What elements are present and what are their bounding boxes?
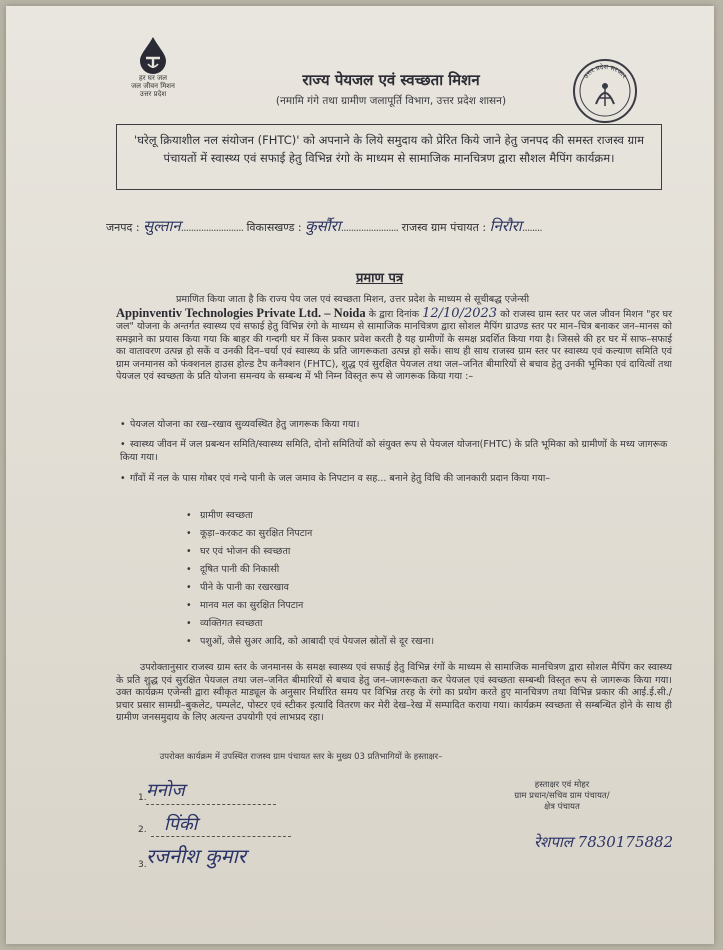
bullet-item: • पेयजल योजना का रख–रखाव सुव्यवस्थित हेतु जागरूक किया गया। — [120, 419, 360, 430]
participant-signature: पिंकी — [164, 814, 198, 835]
bullet-text: गाँवों में नल के पास गोबर एवं गन्दे पानी के जल जमाव के निपटान व सह... बनाने हेतु विधि की जानकारी प्रदान किया गया– — [130, 473, 551, 484]
para1-rest: जीवन मिशन "हर घर जल" योजना के अन्तर्गत स्वास्थ्य एवं सफाई हेतु विभिन्न रंगो के माध्यम से सामाजिक मानचित्रण द्वारा सोशल मैपिंग ग्राउण्ड स्तर पर मान–चित्र बनाकर जन–मानस को समझाने का प्रयास किया गया कि बाहर की गन्दगी घर में किस प्रकार प्रवेश करती है यह ग्रामीणों के समक्ष प्रदर्शित किया गया है। जिससे की हर घर में साफ–सफाई का वातावरण उत्पन्न हो सकें व उनकी दिन–चर्या एवं स्वास्थ्य के प्रति जागरूकता उत्पन्न हो सकें। साथ ही साथ राजस्व ग्राम स्तर पर स्वास्थ्य एवं कल्याण समिति एवं ग्राम जनमानस को फंक्शनल हाउस होल्ड टैप कनैक्शन (FHTC), शुद्ध एवं सुरक्षित पेयजल तथा जल–जनित बीमारियों से बचाव हेतु उनकी भूमिका एवं दायित्वों तथा पेयजल एवं स्वच्छता के प्रति योजना समन्वय के सम्बन्ध में भी निम्न विस्तृत रूप से जागरूक किया गया :– — [116, 308, 672, 382]
sub-item-text: घर एवं भोजन की स्वच्छता — [200, 546, 291, 557]
water-drop-icon — [135, 36, 171, 74]
logo-caption-3: उत्तर प्रदेश — [139, 90, 167, 98]
official-line-3: क्षेत्र पंचायत — [544, 802, 580, 812]
signature-line — [146, 804, 276, 805]
seal-text: उत्तर प्रदेश सरकार — [581, 62, 629, 80]
signature-number: 1. — [138, 793, 147, 803]
bullet-item: • गाँवों में नल के पास गोबर एवं गन्दे पानी के जल जमाव के निपटान व सह... बनाने हेतु विधि की जानकारी प्रदान किया गया– — [120, 473, 551, 484]
sub-item-text: ग्रामीण स्वच्छता — [200, 510, 253, 521]
signature-line — [151, 836, 291, 837]
bullet-item: • स्वास्थ्य जीवन में जल प्रबन्धन समिति/स्वास्थ्य समिति, दोनो समितियों को संयुक्त रूप से पेयजल योजना(FHTC) के प्रति भूमिका को ग्रामीणों के मध्य जागरूक किया गया। — [120, 439, 668, 463]
panchayat-label: राजस्व ग्राम पंचायत : — [401, 221, 487, 234]
district-value: सुल्तान — [143, 217, 181, 235]
signature-number: 2. — [138, 825, 147, 835]
location-fields: जनपद : सुल्तान......................... विकासखण्ड : कुर्सौरा....................... राजस्व ग्राम पंचायत : निरौरा........ — [106, 217, 542, 235]
para1-line1: प्रमाणित किया जाता है कि राज्य पेय जल एवं स्वच्छता मिशन, उत्तर प्रदेश के माध्यम से सूचीबद्ध एजेन्सी — [176, 294, 530, 305]
bullet-text: पेयजल योजना का रख–रखाव सुव्यवस्थित हेतु जागरूक किया गया। — [130, 419, 360, 430]
sub-item-text: व्यक्तिगत स्वच्छता — [200, 618, 263, 629]
sub-item-text: कूड़ा–करकट का सुरक्षित निपटान — [200, 528, 313, 539]
sub-item: • व्यक्तिगत स्वच्छता — [186, 618, 263, 629]
har-ghar-jal-logo — [118, 36, 188, 98]
sub-item-text: दूषित पानी की निकासी — [200, 564, 280, 575]
logo-caption-1: हर घर जल — [139, 74, 167, 82]
logo-caption-2: जल जीवन मिशन — [131, 82, 175, 90]
header-subtitle: (नमामि गंगे तथा ग्रामीण जलापूर्ति विभाग, उत्तर प्रदेश शासन) — [275, 95, 507, 107]
signature-number: 3. — [138, 860, 147, 870]
panchayat-value: निरौरा — [489, 217, 522, 235]
block-value: कुर्सौरा — [305, 217, 341, 235]
sub-item: • ग्रामीण स्वच्छता — [186, 510, 253, 521]
para1-after-date: को राजस्व ग्राम स्तर पर जल — [500, 308, 597, 320]
certificate-paragraph-1 — [116, 294, 672, 384]
sub-item: • पीने के पानी का रखरखाव — [186, 582, 289, 593]
agency-name: Appinventiv Technologies Private Ltd. – Noida — [116, 305, 366, 320]
sub-item: • मानव मल का सुरक्षित निपटान — [186, 600, 304, 611]
para1-after-agency: के द्वारा दिनांक — [368, 308, 419, 320]
up-government-seal-icon — [572, 58, 638, 124]
district-label: जनपद : — [106, 221, 140, 234]
block-label: विकासखण्ड : — [246, 221, 302, 234]
participants-note: उपरोक्त कार्यक्रम में उपस्थित राजस्व ग्राम पंचायत स्तर के मुख्य 03 प्रतिभागियों के हस्ताक्षर– — [159, 752, 443, 762]
official-line-2: ग्राम प्रधान/सचिव ग्राम पंचायत/ — [514, 791, 610, 801]
bullet-text: स्वास्थ्य जीवन में जल प्रबन्धन समिति/स्वास्थ्य समिति, दोनो समितियों को संयुक्त रूप से पेयजल योजना(FHTC) के प्रति भूमिका को ग्रामीणों के मध्य जागरूक किया गया। — [120, 439, 668, 463]
header-title: राज्य पेयजल एवं स्वच्छता मिशन — [302, 71, 480, 89]
sub-item: • दूषित पानी की निकासी — [186, 564, 280, 575]
participant-signature: रजनीश कुमार — [146, 844, 246, 868]
program-date: 12/10/2023 — [422, 305, 498, 321]
sub-item-text: मानव मल का सुरक्षित निपटान — [200, 600, 304, 611]
sub-item: • पशुओं, जैसे सुअर आदि, को आबादी एवं पेयजल स्रोतों से दूर रखना। — [186, 636, 435, 647]
official-stamp-label — [492, 780, 632, 813]
official-line-1: हस्ताक्षर एवं मोहर — [534, 780, 590, 790]
program-title-box: 'घरेलू क्रियाशील नल संयोजन (FHTC)' को अपनाने के लिये समुदाय को प्रेरित किये जाने हेतु जनपद की समस्त राजस्व ग्राम पंचायतों में स्वास्थ्य एवं सफाई हेतु विभिन्न रंगो के माध्यम से सामाजिक मानचित्रण द्वारा सौशल मैपिंग कार्यक्रम। — [116, 124, 662, 190]
sub-item: • कूड़ा–करकट का सुरक्षित निपटान — [186, 528, 313, 539]
participant-signature: मनोज — [146, 780, 185, 801]
sub-item: • घर एवं भोजन की स्वच्छता — [186, 546, 291, 557]
sub-item-text: पशुओं, जैसे सुअर आदि, को आबादी एवं पेयजल स्रोतों से दूर रखना। — [200, 636, 435, 647]
para2-text: उपरोक्तानुसार राजस्व ग्राम स्तर के जनमानस के समक्ष स्वास्थ्य एवं सफाई हेतु विभिन्न रंगों के माध्यम से सामाजिक मानचित्रण द्वारा सोशल मैपिंग कर स्वास्थ्य के प्रति शुद्ध एवं सुरक्षित पेयजल तथा जल–जनित बीमारियों से बचाव हेतु जन–जागरूकता कर पेयजल एवं स्वच्छता सम्बन्धी विस्तृत रूप से जागरूक किया गया। उक्त कार्यक्रम एजेन्सी द्वारा स्वीकृत माड्यूल के अनुसार निर्धारित समय पर विभिन्न तरह के रंगो का प्रयोग करते हुए मानचित्रण तथा विभिन्न प्रकार की आई.ई.सी./प्रचार प्रसार सामग्री–बुकलेट, पम्पलेट, पोस्टर एवं स्टीकर इत्यादि वितरण कर मेरी देख–रेख में सम्पादित कराया गया। कार्यक्रम स्वच्छता से सम्बन्धित होने के साथ ही ग्रामीण जनसमुदाय के लिए अत्यन्त उपयोगी एवं लाभप्रद रहा। — [116, 662, 672, 723]
certificate-title: प्रमाण पत्र — [356, 271, 404, 286]
official-signature: रेशपाल 7830175882 — [534, 833, 674, 851]
certificate-document — [6, 6, 714, 944]
sub-item-text: पीने के पानी का रखरखाव — [200, 582, 289, 593]
certificate-paragraph-2 — [116, 662, 672, 725]
